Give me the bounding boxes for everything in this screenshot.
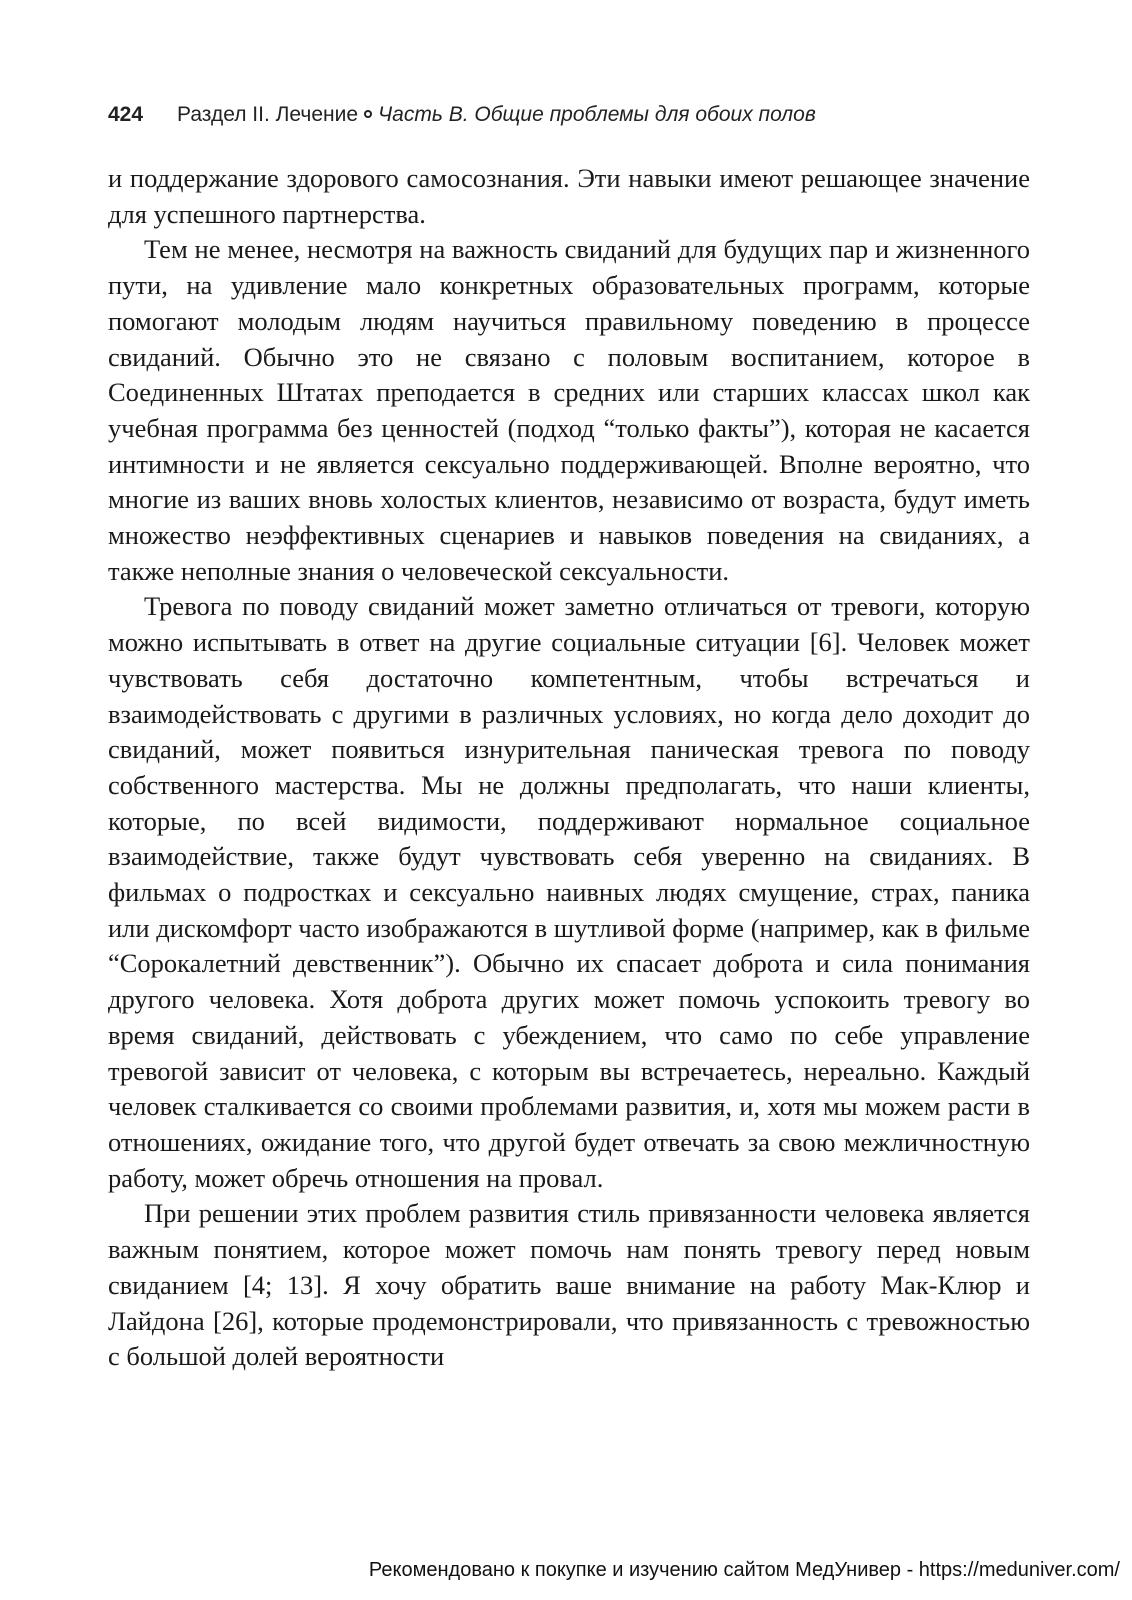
paragraph-continued: и поддержание здорового самосознания. Эти навыки имеют решающее значение для успешного партнерства. xyxy=(108,163,1030,229)
running-header xyxy=(108,100,1028,130)
paragraph: При решении этих проблем развития стиль привязанности человека является важным понятием, которое может помочь нам понять тревогу перед новым свиданием [4; 13]. Я хочу обратить ваше внимание на работу Мак-Клюр и Лайдона [26], которые продемонстрировали, что привязанность с тревожностью с большой долей вероятности xyxy=(108,1198,1030,1372)
paragraph: Тем не менее, несмотря на важность свиданий для будущих пар и жизненного пути, на удивление мало конкретных образовательных программ, которые помогают молодым людям научиться правильному поведению в процессе свиданий. Обычно это не связано с половым воспитанием, которое в Соединенных Штатах преподается в средних или старших классах школ как учебная программа без ценностей (подход “только факты”), которая не касается интимности и не является сексуально поддерживающей. Вполне вероятно, что многие из ваших вновь холостых клиентов, независимо от возраста, будут иметь множество неэффективных сценариев и навыков поведения на свиданиях, а также неполные знания о человеческой сексуальности. xyxy=(108,234,1030,586)
bullet-separator-icon xyxy=(364,110,372,118)
paragraph: Тревога по поводу свиданий может заметно отличаться от тревоги, которую можно испытывать в ответ на другие социальные ситуации [6]. Человек может чувствовать себя достаточно компетентным, чтобы встречаться и взаимодействовать с другими в различных условиях, но когда дело доходит до свиданий, может появиться изнурительная паническая тревога по поводу собственного мастерства. Мы не должны предполагать, что наши клиенты, которые, по всей видимости, поддерживают нормальное социальное взаимодействие, также будут чувствовать себя уверенно на свиданиях. В фильмах о подростках и сексуально наивных людях смущение, страх, паника или дискомфорт часто изображаются в шутливой форме (например, как в фильме “Сорокалетний девственник”). Обычно их спасает доброта и сила понимания другого человека. Хотя доброта других может помочь успокоить тревогу во время свиданий, действовать с убеждением, что само по себе управление тревогой зависит от человека, с которым вы встречаетесь, нереально. Каждый человек сталкивается со своими проблемами развития, и, хотя мы можем расти в отношениях, ожидание того, что другой будет отвечать за свою межличностную работу, может обречь отношения на провал. xyxy=(108,591,1030,1193)
body-text xyxy=(108,161,1030,1375)
footer-note: Рекомендовано к покупке и изучению сайтом МедУнивер - https://meduniver.com/ xyxy=(368,1559,1120,1581)
section-title: Раздел II. Лечение xyxy=(177,103,359,126)
page-number: 424 xyxy=(108,103,144,126)
part-title: Часть В. Общие проблемы для обоих полов xyxy=(378,103,816,126)
